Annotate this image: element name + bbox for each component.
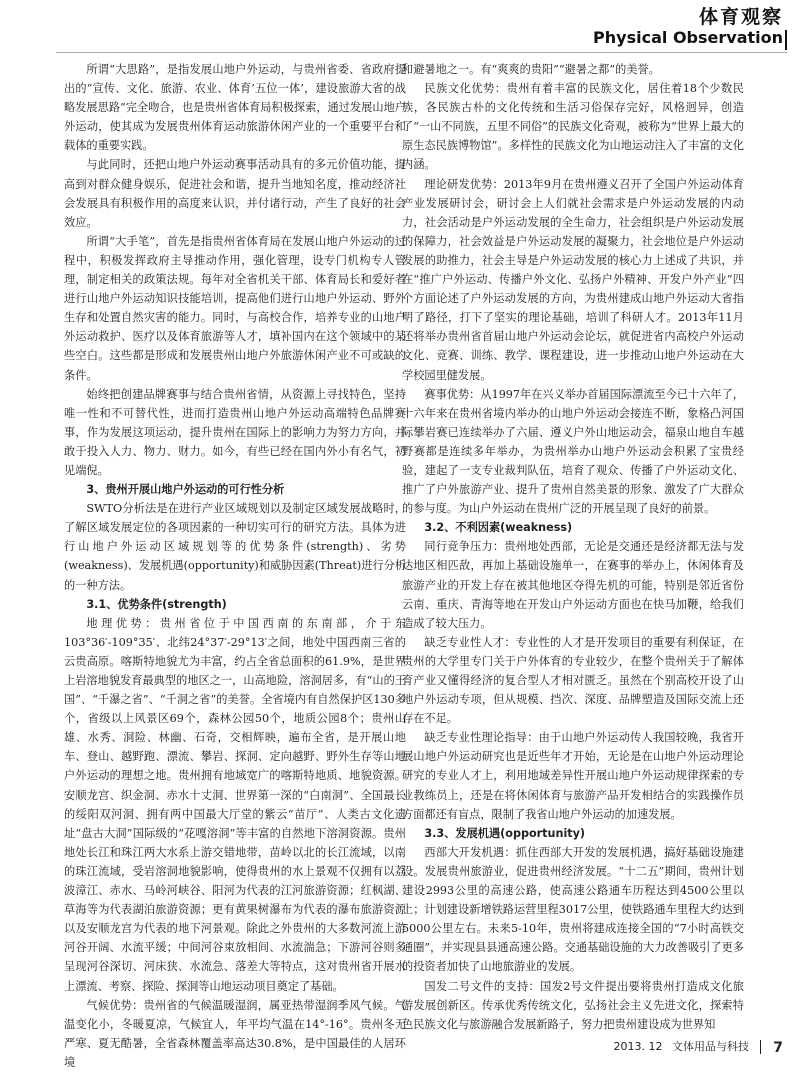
header-rule [56, 52, 787, 53]
footer [614, 1038, 749, 1054]
subsection-heading: 3.1、优势条件(strength) [86, 597, 227, 611]
page-number: 7 [773, 1040, 783, 1056]
paragraph: 国发二号文件的支持：国发2号文件提出要将贵州打造成文化旅游发展创新区。传承优秀传统文化，弘扬社会主义先进文化，探索特色民族文化与旅游融合发展新路子，努力把贵州建设成为世界知 [402, 979, 744, 1031]
section-heading: 3、贵州开展山地户外运动的可行性分析 [86, 483, 285, 497]
section-title: 体育观察 [698, 6, 783, 28]
footer-divider [760, 1040, 761, 1054]
paragraph: 理论研发优势：2013年9月在贵州遵义召开了全国户外运动体育产业发展研讨会，研讨会上人们就社会需求是户外运动发展的内动力，社会活动是户外运动发展的全生命力，社会组织是户外运动发展的保障力，社会效益是户外运动发展的凝聚力，社会地位是户外运动发展的助推力，社会主导是户外运动发展的核心力上述成了共识，并在“推广户外运动、传播户外文化、弘扬户外精神、开发户外产业”四个方面论述了户外运动发展的方向，为贵州建成山地户外运动大省指明了路径，打下了坚实的理论基础，培训了科研人才。2013年11月还将举办贵州省首届山地户外运动会论坛，就促进省内高校户外运动文化、竞赛、训练、教学、课程建设，进一步推动山地户外运动在大学校园里健发展。 [402, 177, 744, 382]
paragraph: SWTO分析法是在进行产业区域规划以及制定区域发展战略时，了解区域发展定位的各项因素的一种切实可行的研究方法。具体为进行山地户外运动区域规划等的优势条件(strength)、劣势(weakness)、发展机遇(opportunity)和威胁因素(Threat)进行分析的一种方法。 [64, 502, 407, 592]
paragraph: 与此同时，还把山地户外运动赛事活动具有的多元价值功能，提高到对群众健身娱乐，促进社会和谐，提升当地知名度，推动经济社会发展具有积极作用的高度来认识，并付诸行动，产生了良好的社会效应。 [64, 158, 406, 229]
header-bar [785, 30, 787, 50]
subsection-heading: 3.2、不利因素(weakness) [424, 521, 573, 535]
paragraph: 西部大开发机遇：抓住西部大开发的发展机遇，搞好基础设施建设。发展贵州旅游业，促进贵州经济发展。“十二五”期间，贵州计划建设2993公里的高速公路，使高速公路通车历程达到4500公里以上；计划建设新增铁路运营里程3017公里，使铁路通车里程大约达到5000公里左右。未来5-10年，贵州将建成连接全国的“7小时高铁交通圈”，并实现县县通高速公路。交通基础设施的大力改善吸引了更多的投资者加快了山地旅游业的发展。 [402, 845, 744, 974]
paragraph: 缺乏专业性理论指导：由于山地户外运动传人我国较晚，我省开展山地户外运动研究也是近些年才开始，无论是在山地户外运动理论研究的专业人才上，利用地域差异性开展山地户外运动规律探索的专业教练员上，还是在将休闲体育与旅游产品开发相结合的实践操作员方面都还有盲点，限制了我省山地户外运动的加速发展。 [402, 731, 744, 821]
journal-name: 文体用品与科技 [672, 1040, 749, 1053]
paragraph: 同行竞争压力：贵州地处西部，无论是交通还是经济都无法与发达地区相匹敌，再加上基础设施单一，在赛事的举办上，休闲体育及旅游产业的开发上存在被其他地区夺得先机的可能，特别是邻近省份云南、重庆、青海等地在开发山户外运动方面也在快马加鞭，给我们造成了较大压力。 [402, 540, 744, 630]
paragraph: 始终把创建品牌赛事与结合贵州省情，从资源上寻找特色，坚持唯一性和不可替代性，进而打造贵州山地户外运动高端特色品牌赛事，作为发展这项运动，提升贵州在国际上的影响力为努力方向，并敢于投入人力、物力、财力。如今，有些已经在国内外小有名气，初见端倪。 [64, 387, 406, 477]
paragraph: 缺乏专业性人才：专业性的人才是开发项目的重要有利保证，在贵州的大学里专门关于户外体育的专业较少，在整个贵州关于了解体育产业又懂得经济的复合型人才相对匮乏。虽然在个别高校开设了山地户外运动专项，但从规模、挡次、深度、品牌塑造及国际交流上还存在不足。 [402, 635, 744, 726]
paragraph: 地理优势：贵州省位于中国西南的东南部，介于东103°36′-109°35′、北纬24°37′-29°13′之间，地处中国西南三省的云贵高原。喀斯特地貌尤为丰富，约占全省总面积的61.9%，是世界上岩溶地貌发育最典型的地区之一，山高地险，溶洞居多，有“山的王国”、“千瀑之省”、“千洞之省”的美誉。全省境内有自然保护区130多个，省级以上风景区69个，森林公园50个，地质公园8个；贵州山雄、水秀、洞险、林幽、石奇，交相辉映，遍布全省，是开展山地车、登山、越野跑、漂流、攀岩、探洞、定向越野、野外生存等山地户外运动的理想之地。贵州拥有地域宽广的喀斯特地质、地貌资源。安顺龙宫、织金洞、赤水十丈洞、世界第一深的“白南洞”、全国最长的绥阳双河洞、拥有两中国最大厅堂的紫云“苗厅”、人类古文化遗址“盘古大洞”国际级的“花嘎溶洞”等丰富的自然地下溶洞资源。贵州地处长江和珠江两大水系上游交错地带，苗岭以北的长江流域，以南的珠江流域，受岩溶洞地貌影响，使得贵州的水上景观不仅拥有以荔波漳江、赤水、马岭河峡谷、阳河为代表的江河旅游资源；红枫湖、草海等为代表湖泊旅游资源；更有黄果树瀑布为代表的瀑布旅游资源以及安顺龙宫为代表的地下河景观。除此之外贵州的大多数河流上游河谷开阔、水流平缓；中间河谷束放相间、水流湍急；下游河谷则多呈现河谷深切、河床狭、水流急、落差大等特点，这对贵州省开展水上漂流、考察、探险、探洞等山地运动项目奠定了基础。 [64, 616, 406, 993]
paragraph: 和避暑地之一。有“爽爽的贵阳”“避暑之都”的美誉。 [402, 63, 660, 76]
right-column [402, 60, 744, 1034]
paragraph: 气候优势：贵州省的气候温暖湿润，属亚热带湿润季风气候。气温变化小，冬暖夏凉，气候宜人，年平均气温在14°-16°。贵州冬无严寒、夏无酷暑，全省森林覆盖率高达30.8%，是中国最佳的人居环境 [64, 998, 406, 1069]
section-subtitle: Physical Observation [593, 28, 783, 47]
paragraph: 民族文化优势：贵州有着丰富的民族文化，居住着18个少数民族，各民族古朴的文化传统和生活习俗保存完好，风格迥异，创造了“一山不同族，五里不同俗”的民族文化奇观，被称为“世界上最大的原生态民族博物馆”。多样性的民族文化为山地运动注入了丰富的文化内涵。 [402, 82, 744, 172]
paragraph: 所谓“大思路”，是指发展山地户外运动，与贵州省委、省政府提出的“宣传、文化、旅游、农业、体育‘五位一体’，建设旅游大省的战略发展思路”完全吻合，也是贵州省体育局积极探索，通过发展山地户外运动，使其成为发展贵州体育运动旅游休闲产业的一个重要平台和载体的重要实践。 [64, 63, 406, 153]
left-column [64, 60, 406, 1072]
paragraph: 赛事优势：从1997年在兴义举办首届国际漂流至今已十六年了，十六年来在贵州省境内举办的山地户外运动会接连不断，象格凸河国际攀岩赛已连续举办了六届、遵义户外山地运动会，福泉山地自车越野赛都是连续多年举办，为贵州举办山地户外运动会积累了宝贵经验，建起了一支专业裁判队伍，培育了观众、传播了户外运动文化、推广了户外旅游产业、提升了贵州自然美景的形象、激发了广大群众的参与度。为山户外运动在贵州广泛的开展呈现了良好的前景。 [402, 387, 744, 516]
paragraph: 所谓“大手笔”，首先是指贵州省体育局在发展山地户外运动的过程中，积极发挥政府主导推动作用，强化管理，设专门机构专人管理，制定相关的政策法规。每年对全省机关干部、体育局长和爱好者进行山地户外运动知识技能培训，提高他们进行山地户外运动、野外生存和处置自然灾害的能力。同时，与高校合作，培养专业的山地户外运动救护、医疗以及体育旅游等人才，填补国内在这个领域中的某些空白。这些都是形成和发展贵州山地户外旅游休闲产业不可或缺的条件。 [64, 234, 406, 382]
journal-header [593, 6, 783, 48]
subsection-heading: 3.3、发展机遇(opportunity) [424, 826, 586, 840]
issue-date: 2013. 12 [613, 1040, 663, 1053]
